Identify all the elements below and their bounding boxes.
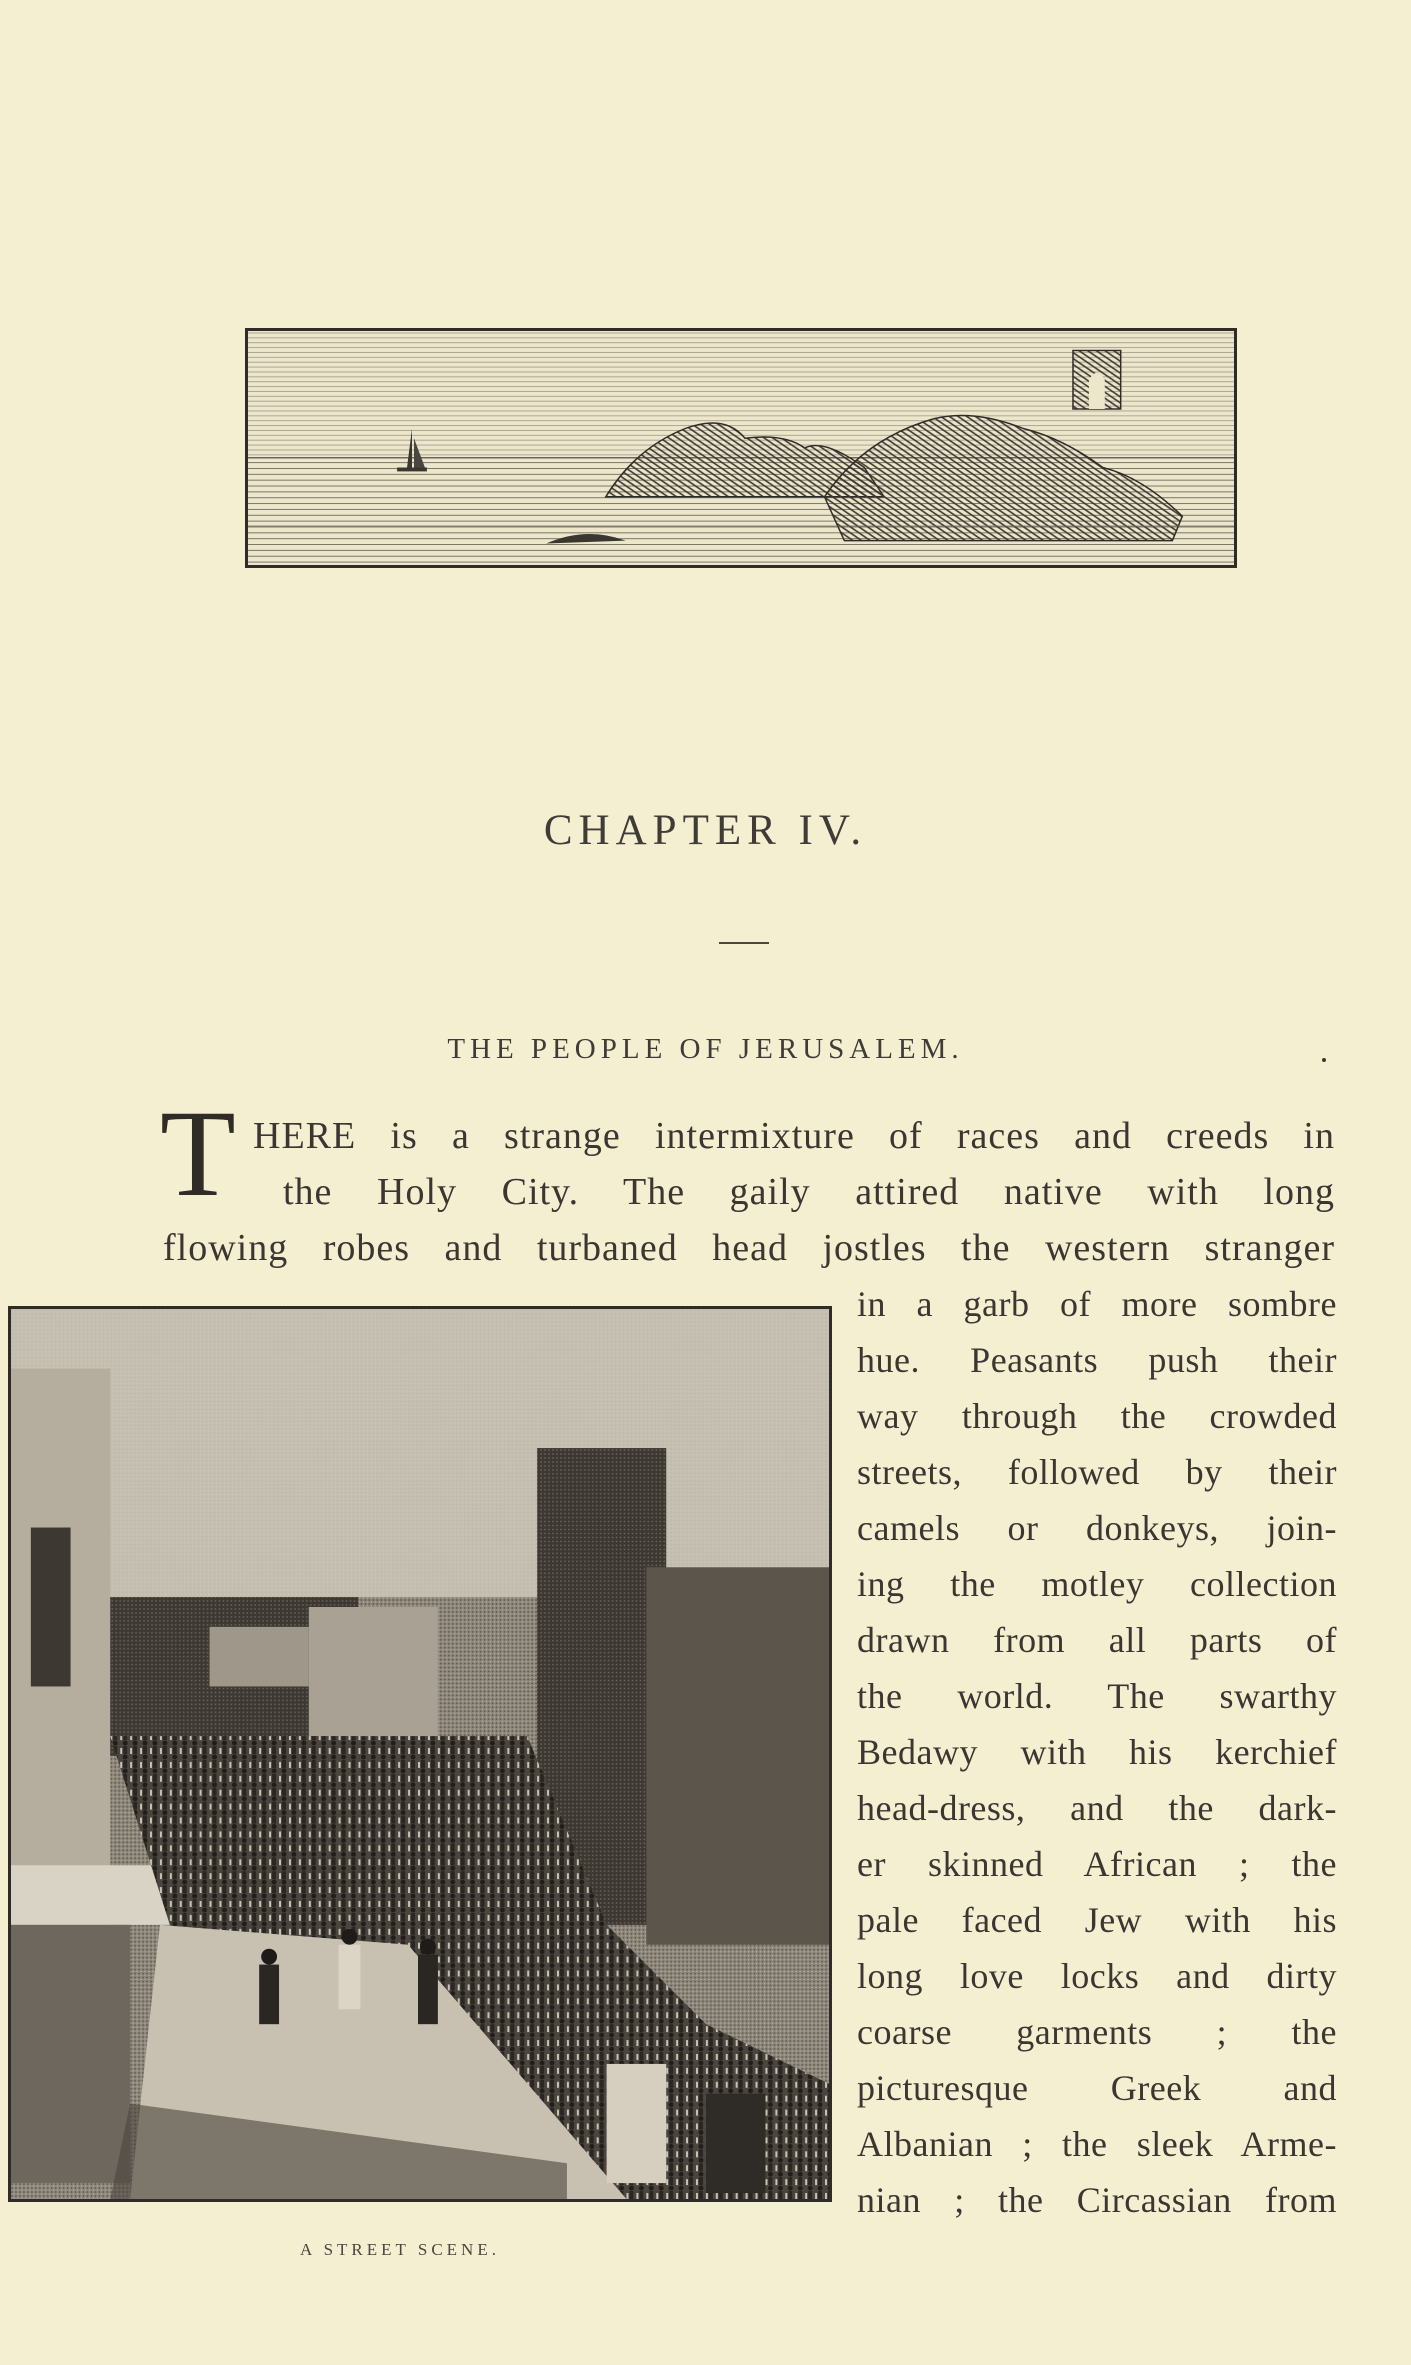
- column-line: Bedawy with his kerchief: [857, 1732, 1337, 1772]
- chapter-title: CHAPTER IV.: [543, 807, 868, 854]
- body-line-2: the Holy City. The gaily attired native with long: [283, 1171, 1335, 1213]
- column-line: coarse garments ; the: [857, 2012, 1337, 2052]
- column-line: ing the motley collection: [857, 1564, 1337, 1604]
- column-line: drawn from all parts of: [857, 1620, 1337, 1660]
- column-line: head-dress, and the dark-: [857, 1788, 1337, 1828]
- street-scene-illustration: [11, 1309, 829, 2199]
- body-line-1: HERE is a strange intermixture of races and creeds in: [253, 1115, 1335, 1157]
- print-speck: [1322, 1058, 1326, 1062]
- column-line: er skinned African ; the: [857, 1844, 1337, 1884]
- coastal-landscape-illustration: [248, 331, 1234, 565]
- column-line: long love locks and dirty: [857, 1956, 1337, 1996]
- street-scene-photo: [8, 1306, 832, 2202]
- title-rule: [719, 942, 769, 944]
- section-title: THE PEOPLE OF JERUSALEM.: [447, 1033, 964, 1065]
- column-line: picturesque Greek and: [857, 2068, 1337, 2108]
- column-line: nian ; the Circassian from: [857, 2180, 1337, 2220]
- column-line: hue. Peasants push their: [857, 1340, 1337, 1380]
- body-line-3: flowing robes and turbaned head jostles the western stranger: [163, 1227, 1335, 1269]
- column-line: way through the crowded: [857, 1396, 1337, 1436]
- column-line: streets, followed by their: [857, 1452, 1337, 1492]
- column-line: Albanian ; the sleek Arme-: [857, 2124, 1337, 2164]
- drop-cap: T: [160, 1085, 236, 1222]
- headpiece-engraving: [245, 328, 1237, 568]
- column-line: the world. The swarthy: [857, 1676, 1337, 1716]
- photo-caption: A STREET SCENE.: [300, 2240, 500, 2259]
- column-line: pale faced Jew with his: [857, 1900, 1337, 1940]
- column-line: in a garb of more sombre: [857, 1284, 1337, 1324]
- column-line: camels or donkeys, join-: [857, 1508, 1337, 1548]
